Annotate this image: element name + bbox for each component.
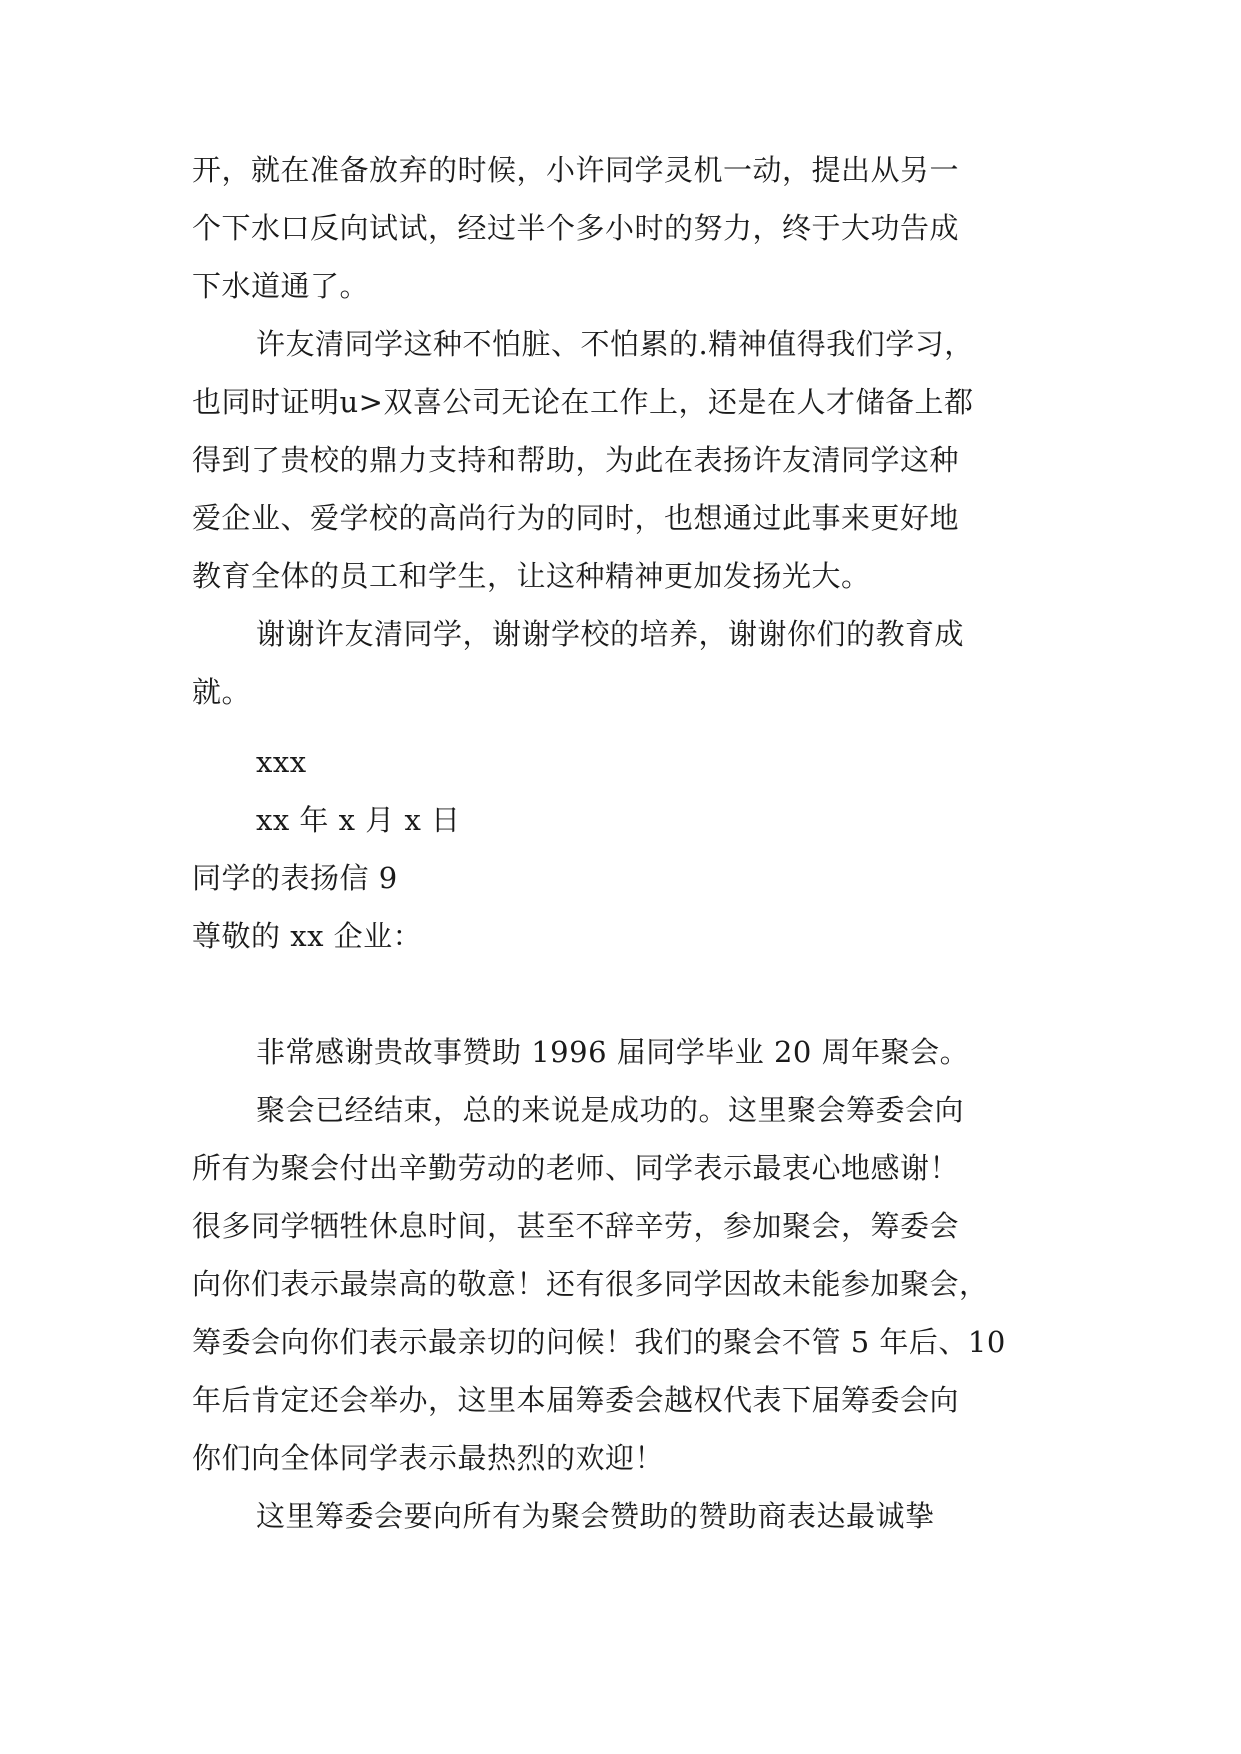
text-line: 筹委会向你们表示最亲切的问候！我们的聚会不管 5 年后、10 (192, 1325, 1006, 1359)
text-line: 下水道通了。 (192, 269, 370, 303)
text-line: 你们向全体同学表示最热烈的欢迎！ (192, 1441, 665, 1475)
section-title: 同学的表扬信 9 (192, 861, 398, 895)
salutation: 尊敬的 xx 企业： (192, 919, 423, 953)
paragraph-start: 这里筹委会要向所有为聚会赞助的赞助商表达最诚挚 (256, 1499, 935, 1533)
text-line: 也同时证明u>双喜公司无论在工作上，还是在人才储备上都 (192, 385, 974, 419)
text-line: 年后肯定还会举办，这里本届筹委会越权代表下届筹委会向 (192, 1383, 960, 1417)
text-line: 得到了贵校的鼎力支持和帮助，为此在表扬许友清同学这种 (192, 443, 960, 477)
text-line: 很多同学牺牲休息时间，甚至不辞辛劳，参加聚会，筹委会 (192, 1209, 960, 1243)
text-line: 就。 (192, 675, 252, 709)
paragraph-start: 非常感谢贵故事赞助 1996 届同学毕业 20 周年聚会。 (256, 1035, 970, 1069)
text-line: 开，就在准备放弃的时候，小许同学灵机一动，提出从另一 (192, 153, 960, 187)
text-line: 爱企业、爱学校的高尚行为的同时，也想通过此事来更好地 (192, 501, 960, 535)
paragraph-start: 聚会已经结束，总的来说是成功的。这里聚会筹委会向 (256, 1093, 965, 1127)
paragraph-start: 谢谢许友清同学，谢谢学校的培养，谢谢你们的教育成 (256, 617, 965, 651)
text-line: 教育全体的员工和学生，让这种精神更加发扬光大。 (192, 559, 871, 593)
paragraph-start: 许友清同学这种不怕脏、不怕累的.精神值得我们学习， (256, 327, 974, 361)
signature-date: xx 年 x 月 x 日 (256, 803, 461, 837)
text-line: 所有为聚会付出辛勤劳动的老师、同学表示最衷心地感谢！ (192, 1151, 960, 1185)
signature-name: xxx (256, 745, 307, 779)
text-line: 向你们表示最崇高的敬意！还有很多同学因故未能参加聚会， (192, 1267, 989, 1301)
text-line: 个下水口反向试试，经过半个多小时的努力，终于大功告成 (192, 211, 960, 245)
